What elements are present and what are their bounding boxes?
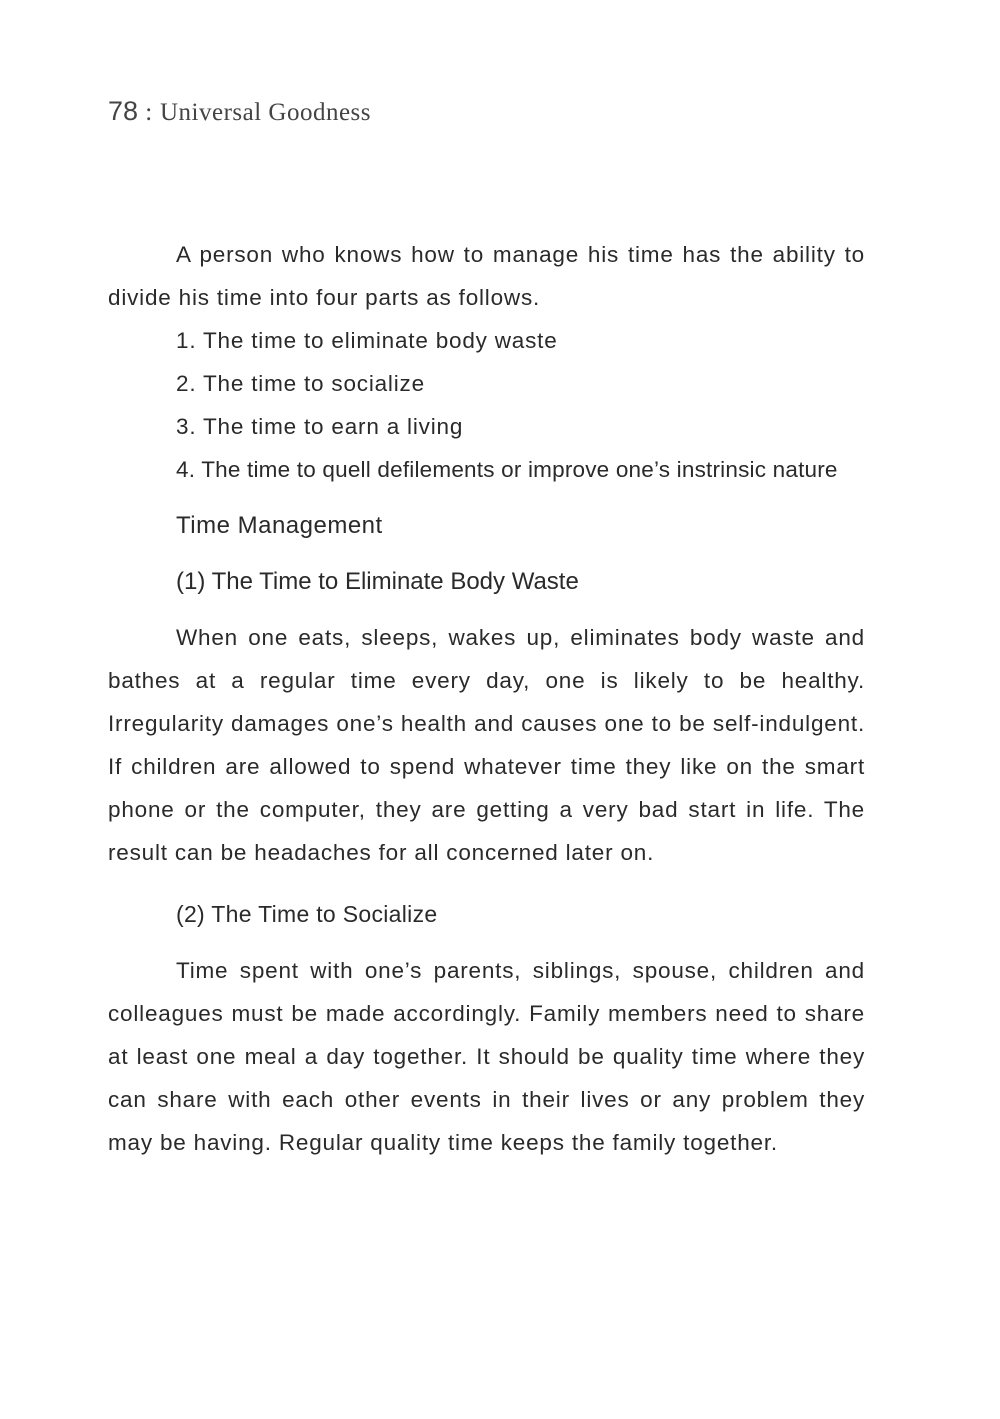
header-separator: :: [145, 99, 153, 126]
subsection-paragraph: When one eats, sleeps, wakes up, eliminates body waste and bathes at a regular time every day, one is likely to be healthy. Irregularity damages one’s health and causes one to be self-indulgent. If children are allowed to spend whatever time they like on the smart phone or the computer, they are getting a very bad start in life. The result can be headaches for all concerned later on.: [108, 625, 865, 865]
running-header: [108, 96, 371, 127]
list-item: 1. The time to eliminate body waste: [176, 328, 558, 353]
book-title: Universal Goodness: [159, 99, 372, 126]
list-item: 3. The time to earn a living: [176, 414, 464, 439]
subsection-title: (2) The Time to Socialize: [176, 901, 438, 927]
page-number: 78: [108, 96, 139, 126]
list-item: 2. The time to socialize: [176, 371, 425, 396]
subsection-title: (1) The Time to Eliminate Body Waste: [176, 568, 579, 595]
page-body: [108, 233, 865, 1164]
section-heading: Time Management: [176, 512, 383, 539]
subsection-paragraph: Time spent with one’s parents, siblings, spouse, children and colleagues must be made accordingly. Family members need to share at least one meal a day together. It should be quality time where they can share with each other events in their lives or any problem they may be having. Regular quality time keeps the family together.: [108, 958, 865, 1155]
list-item: 4. The time to quell defilements or improve one’s instrinsic nature: [176, 457, 838, 482]
intro-paragraph: A person who knows how to manage his time has the ability to divide his time into four parts as follows.: [108, 242, 865, 310]
